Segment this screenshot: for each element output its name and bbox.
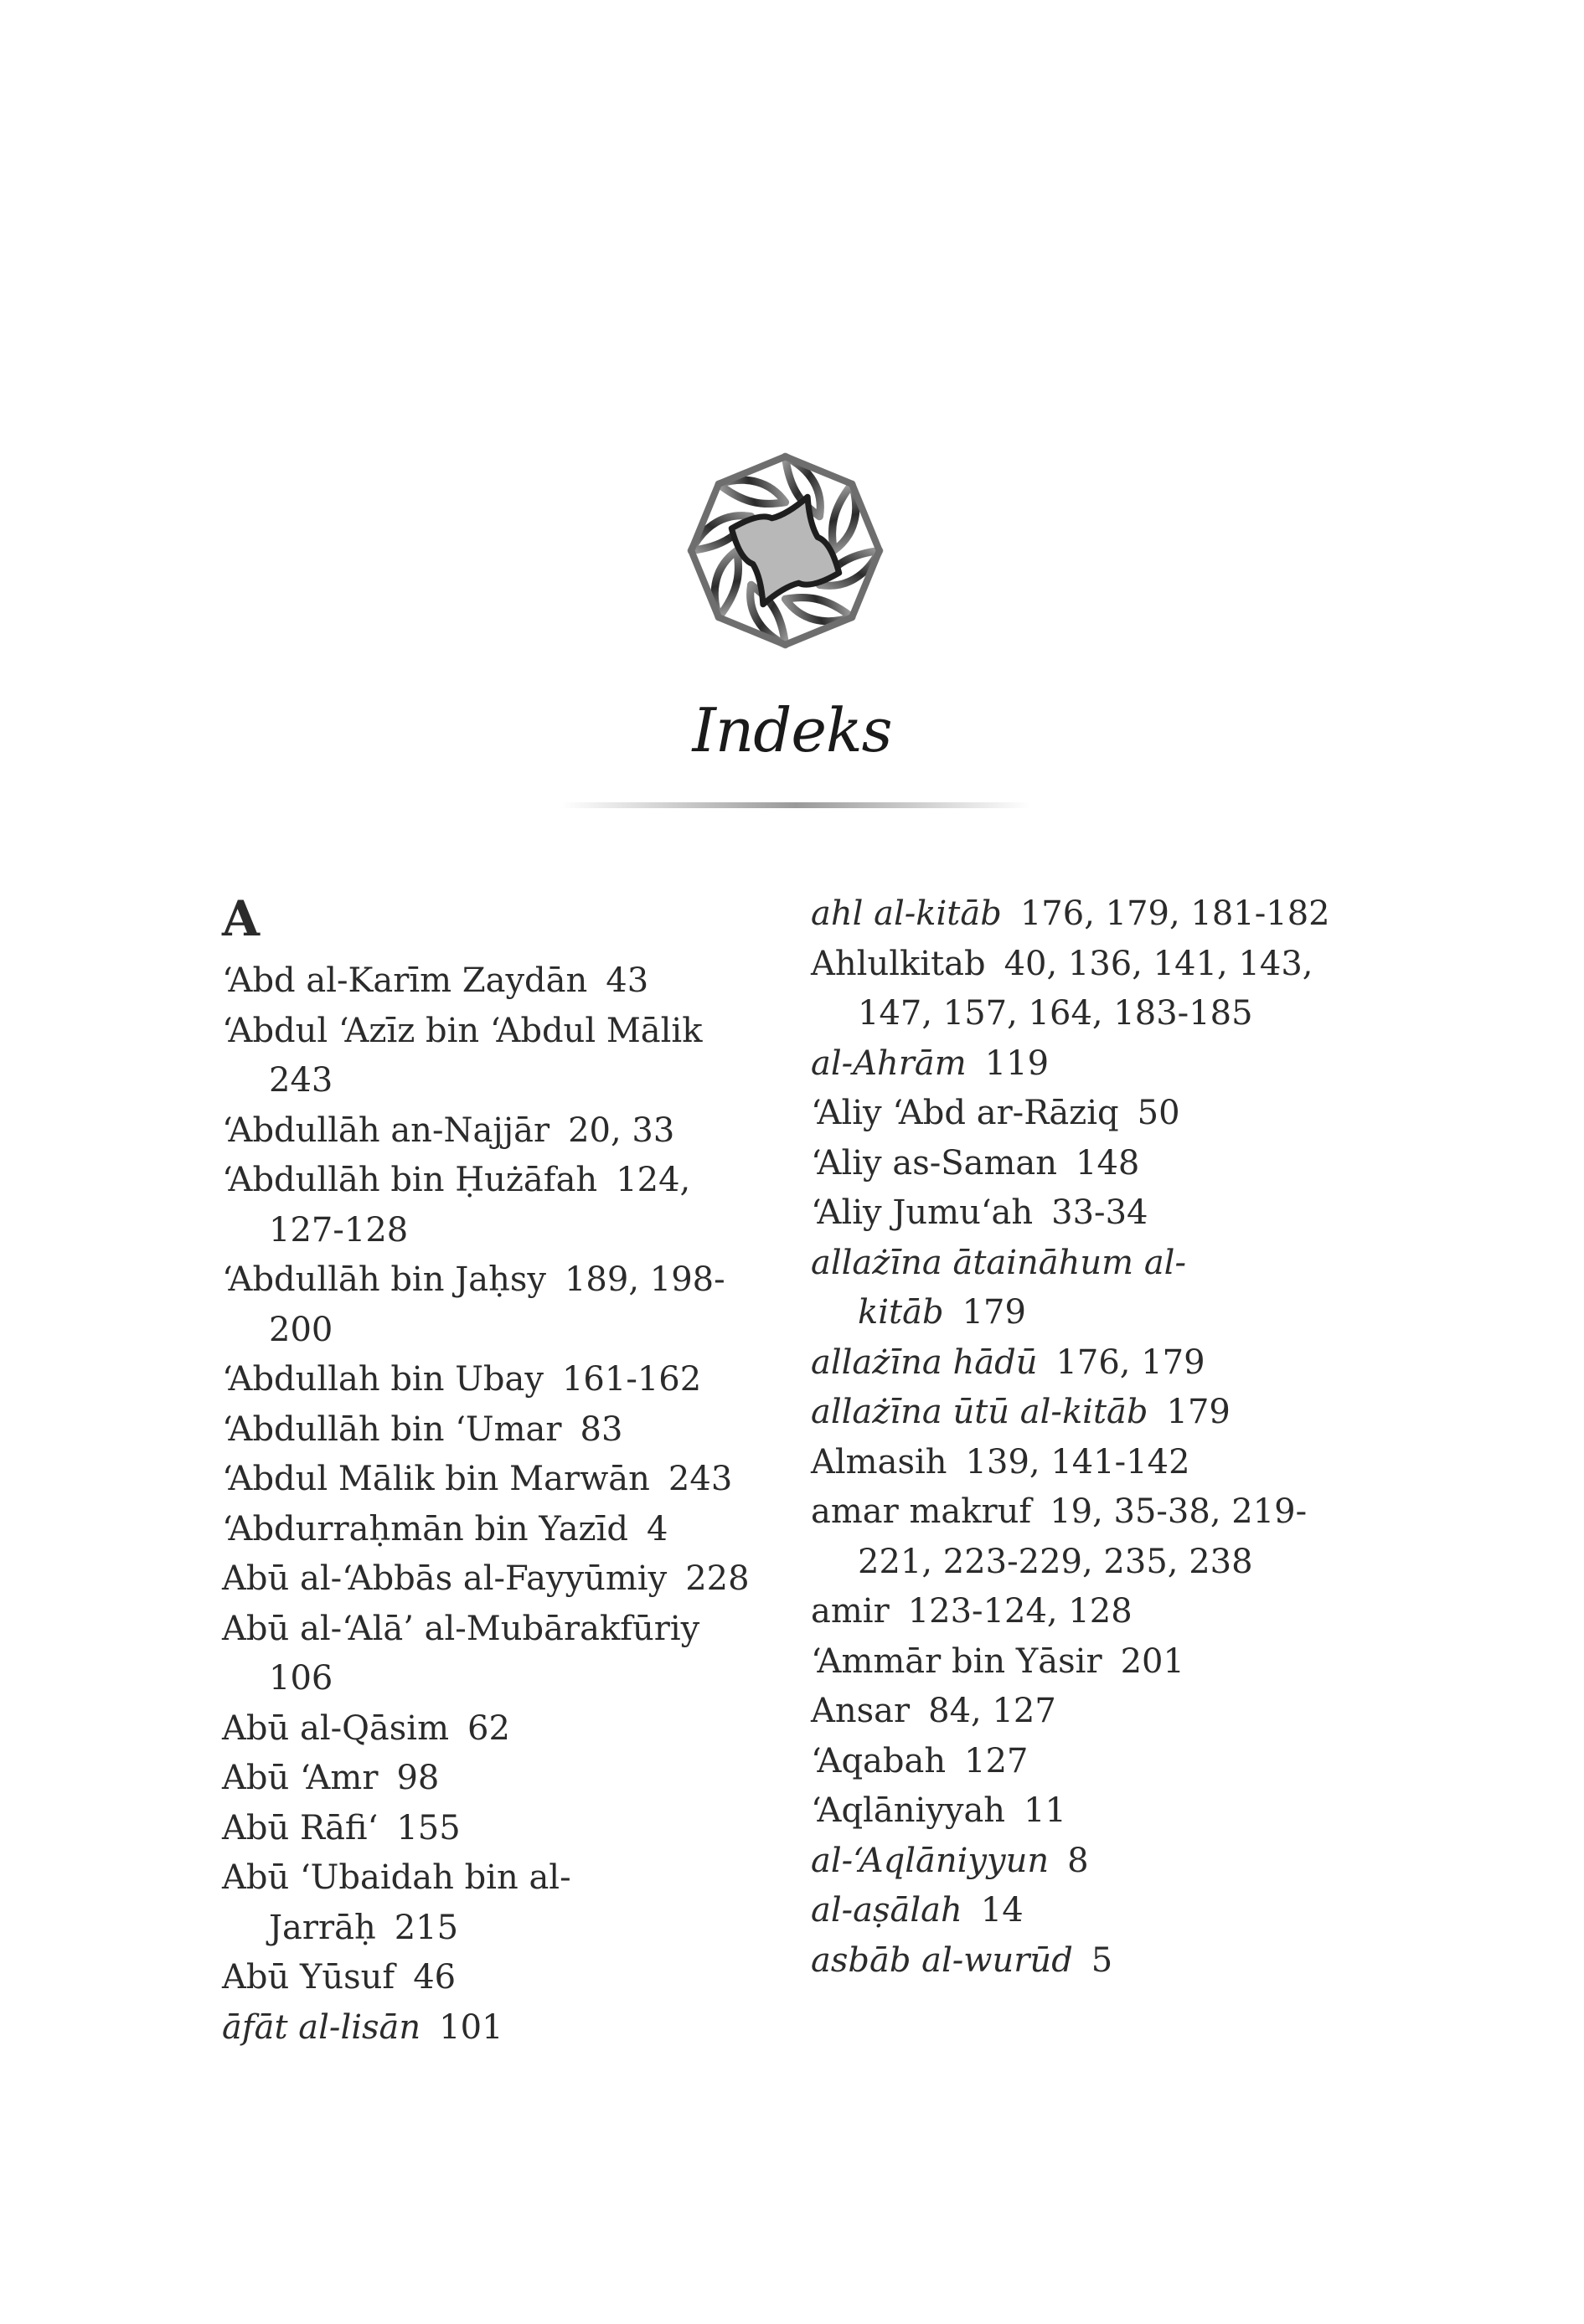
index-term: ‘Aliy ‘Abd ar-Rāziq — [811, 1094, 1119, 1132]
index-term: Ahlulkitab — [811, 944, 986, 983]
index-entry — [811, 1039, 1347, 1090]
index-pages: 8 — [1067, 1841, 1089, 1880]
index-term: allażīna hādū — [811, 1342, 1038, 1382]
index-term: Abū al-‘Abbās al-Fayyūmiy — [222, 1559, 668, 1598]
index-term: Almasih — [811, 1442, 947, 1481]
index-pages: 155 — [396, 1808, 461, 1847]
index-pages: 243 — [269, 1061, 333, 1100]
index-pages: 215 — [394, 1908, 459, 1947]
index-entry — [222, 1505, 758, 1555]
index-entry — [811, 1587, 1347, 1637]
index-term: ‘Abdullah bin Ubay — [222, 1360, 544, 1399]
index-entry — [811, 1139, 1347, 1189]
index-term: amir — [811, 1592, 890, 1631]
index-term: ‘Ammār bin Yāsir — [811, 1641, 1102, 1681]
index-entry — [811, 1687, 1347, 1737]
index-term: ‘Aqabah — [811, 1741, 947, 1780]
index-pages: 62 — [467, 1708, 510, 1748]
eight-point-star-icon — [683, 448, 888, 653]
index-pages: 11 — [1024, 1791, 1066, 1830]
index-pages: 189, 198-200 — [269, 1260, 725, 1349]
index-entry — [222, 1255, 758, 1355]
index-term: Abū Rāfi‘ — [222, 1808, 379, 1847]
index-term: Abū al-‘Alā’ al-Mubārakfūriy — [222, 1609, 700, 1648]
index-pages: 148 — [1076, 1143, 1140, 1183]
index-term: ‘Aliy as-Saman — [811, 1143, 1058, 1183]
index-entry — [222, 956, 758, 1007]
index-entry — [811, 1786, 1347, 1837]
index-entry — [811, 889, 1347, 940]
index-term: al-aṣālah — [811, 1891, 962, 1930]
index-term: al-‘Aqlāniyyun — [811, 1841, 1050, 1880]
index-entry — [811, 1388, 1347, 1438]
index-term: ‘Abdullāh bin Jaḥsy — [222, 1260, 546, 1299]
index-entry — [222, 1605, 758, 1704]
index-term: ‘Abd al-Karīm Zaydān — [222, 961, 588, 1000]
index-pages: 179 — [962, 1293, 1026, 1332]
index-entry — [811, 1737, 1347, 1787]
index-pages: 4 — [647, 1509, 668, 1548]
index-entry — [222, 1156, 758, 1255]
index-entry — [811, 1837, 1347, 1887]
index-entry — [222, 1953, 758, 2003]
index-pages: 176, 179, 181-182 — [1019, 894, 1330, 933]
section-letter: A — [222, 890, 261, 947]
index-term: āfāt al-lisān — [222, 2007, 421, 2047]
index-column-right — [811, 889, 1347, 1986]
index-pages: 119 — [984, 1043, 1050, 1083]
index-entry-list — [811, 889, 1347, 1986]
index-term: Abū Yūsuf — [222, 1958, 395, 1997]
index-pages: 106 — [269, 1659, 333, 1698]
index-pages: 83 — [580, 1409, 623, 1449]
index-pages: 14 — [980, 1891, 1024, 1930]
index-term: ‘Abdullāh bin Ḥużāfah — [222, 1161, 598, 1199]
index-entry — [222, 1754, 758, 1804]
index-term: ‘Abdullāh an-Najjār — [222, 1110, 550, 1150]
index-term: amar makruf — [811, 1492, 1032, 1531]
index-entry-list — [222, 956, 758, 2053]
index-pages: 33-34 — [1051, 1193, 1148, 1232]
index-term: al-Ahrām — [811, 1043, 967, 1083]
index-term: allażīna ūtū al-kitāb — [811, 1393, 1148, 1431]
index-pages: 40, 136, 141, 143, 147, 157, 164, 183-185 — [858, 944, 1313, 1033]
index-entry — [811, 1487, 1347, 1587]
index-pages: 228 — [685, 1559, 750, 1598]
index-entry — [222, 1355, 758, 1405]
index-term: Ansar — [811, 1692, 911, 1730]
index-entry — [811, 1637, 1347, 1688]
index-pages: 123-124, 128 — [907, 1592, 1133, 1631]
index-pages: 98 — [396, 1759, 440, 1797]
index-pages: 43 — [606, 961, 649, 1000]
index-entry — [222, 1804, 758, 1854]
index-pages: 179 — [1166, 1393, 1231, 1431]
index-pages: 124, 127-128 — [269, 1161, 691, 1250]
index-pages: 19, 35-38, 219-221, 223-229, 235, 238 — [858, 1492, 1308, 1581]
index-term: ‘Aqlāniyyah — [811, 1791, 1006, 1830]
index-term: ahl al-kitāb — [811, 894, 1002, 933]
index-term: ‘Abdullāh bin ‘Umar — [222, 1409, 562, 1449]
index-term: allażīna ātaināhum al-kitāb — [811, 1243, 1186, 1332]
index-entry — [811, 1936, 1347, 1986]
index-term: ‘Abdul Mālik bin Marwān — [222, 1460, 650, 1498]
index-pages: 46 — [413, 1958, 457, 1997]
index-pages: 127 — [964, 1741, 1029, 1780]
index-entry — [222, 1554, 758, 1605]
index-column-left — [222, 889, 758, 2053]
index-pages: 50 — [1137, 1094, 1180, 1132]
index-pages: 201 — [1120, 1641, 1184, 1681]
index-entry — [811, 1239, 1347, 1338]
index-entry — [222, 1007, 758, 1106]
page-title: Indeks — [692, 695, 892, 765]
index-pages: 139, 141-142 — [965, 1442, 1190, 1481]
index-term: Abū al-Qāsim — [222, 1708, 450, 1748]
index-term: ‘Abdul ‘Azīz bin ‘Abdul Mālik — [222, 1011, 703, 1050]
index-entry — [811, 1338, 1347, 1389]
index-term: asbāb al-wurūd — [811, 1940, 1073, 1980]
title-divider — [561, 802, 1030, 808]
index-entry — [222, 1106, 758, 1157]
index-pages: 101 — [439, 2007, 503, 2047]
index-entry — [811, 1089, 1347, 1139]
index-pages: 5 — [1091, 1940, 1113, 1980]
index-entry — [222, 1455, 758, 1505]
index-pages: 84, 127 — [928, 1692, 1056, 1730]
index-pages: 243 — [668, 1460, 733, 1498]
index-entry — [222, 2003, 758, 2053]
index-term: Abū ‘Amr — [222, 1759, 379, 1797]
index-pages: 176, 179 — [1055, 1342, 1205, 1382]
index-term: ‘Abdurraḥmān bin Yazīd — [222, 1509, 629, 1548]
index-term: ‘Aliy Jumu‘ah — [811, 1193, 1034, 1232]
index-entry — [811, 1438, 1347, 1488]
index-entry — [811, 1188, 1347, 1239]
index-entry — [811, 1886, 1347, 1936]
index-term: Abū ‘Ubaidah bin al-Jarrāḥ — [222, 1858, 571, 1947]
index-entry — [811, 940, 1347, 1039]
index-entry — [222, 1704, 758, 1755]
index-pages: 20, 33 — [568, 1110, 675, 1150]
index-entry — [222, 1405, 758, 1456]
index-entry — [222, 1853, 758, 1953]
index-pages: 161-162 — [561, 1360, 702, 1399]
